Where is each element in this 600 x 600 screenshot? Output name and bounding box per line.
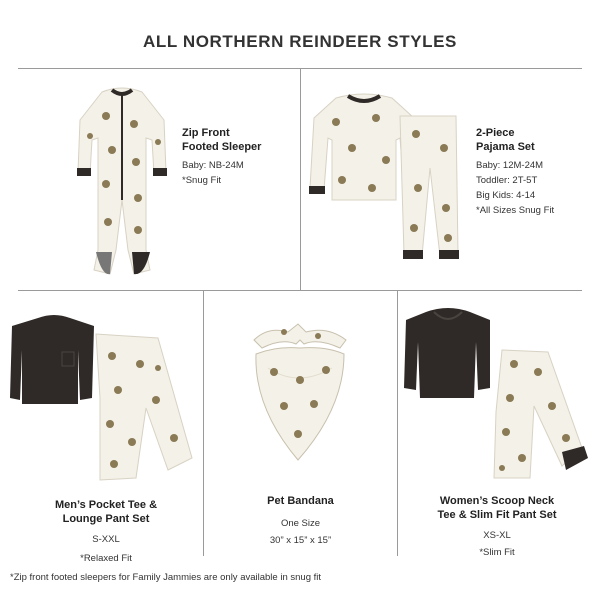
product-name: Tee & Slim Fit Pant Set [437,509,557,521]
product-size: Baby: NB-24M [182,160,244,171]
product-fit: *Snug Fit [182,175,222,186]
product-fit: *Slim Fit [479,547,515,558]
vertical-divider-top [300,68,301,290]
womens-set-image [402,302,592,482]
product-size: S-XXL [92,534,120,545]
product-size-baby: Baby: 12M-24M [476,160,544,171]
product-name: Zip Front [182,127,230,139]
product-size-big-kids: Big Kids: 4-14 [476,190,536,201]
product-name: Footed Sleeper [182,141,262,153]
product-size-toddler: Toddler: 2T-5T [476,175,538,186]
product-size: XS-XL [483,530,511,541]
product-fit: *Relaxed Fit [80,553,132,564]
product-name: Pajama Set [476,141,535,153]
product-dimensions: 30” x 15” x 15” [269,535,332,546]
mens-set-image [8,308,198,488]
product-name: Lounge Pant Set [62,513,150,525]
product-name: Pet Bandana [267,495,334,507]
bandana-image [248,318,358,468]
product-fit: *All Sizes Snug Fit [476,205,555,216]
product-name: Men’s Pocket Tee & [54,499,158,511]
product-name: 2-Piece [476,127,515,139]
page-title: ALL NORTHERN REINDEER STYLES [142,32,457,51]
product-name: Women’s Scoop Neck [439,495,555,507]
product-size: One Size [280,518,321,529]
pajama-set-image [306,88,466,268]
footnote: *Zip front footed sleepers for Family Jammies are only available in snug fit [10,572,321,583]
sleeper-image [72,80,172,280]
middle-divider [18,290,582,291]
